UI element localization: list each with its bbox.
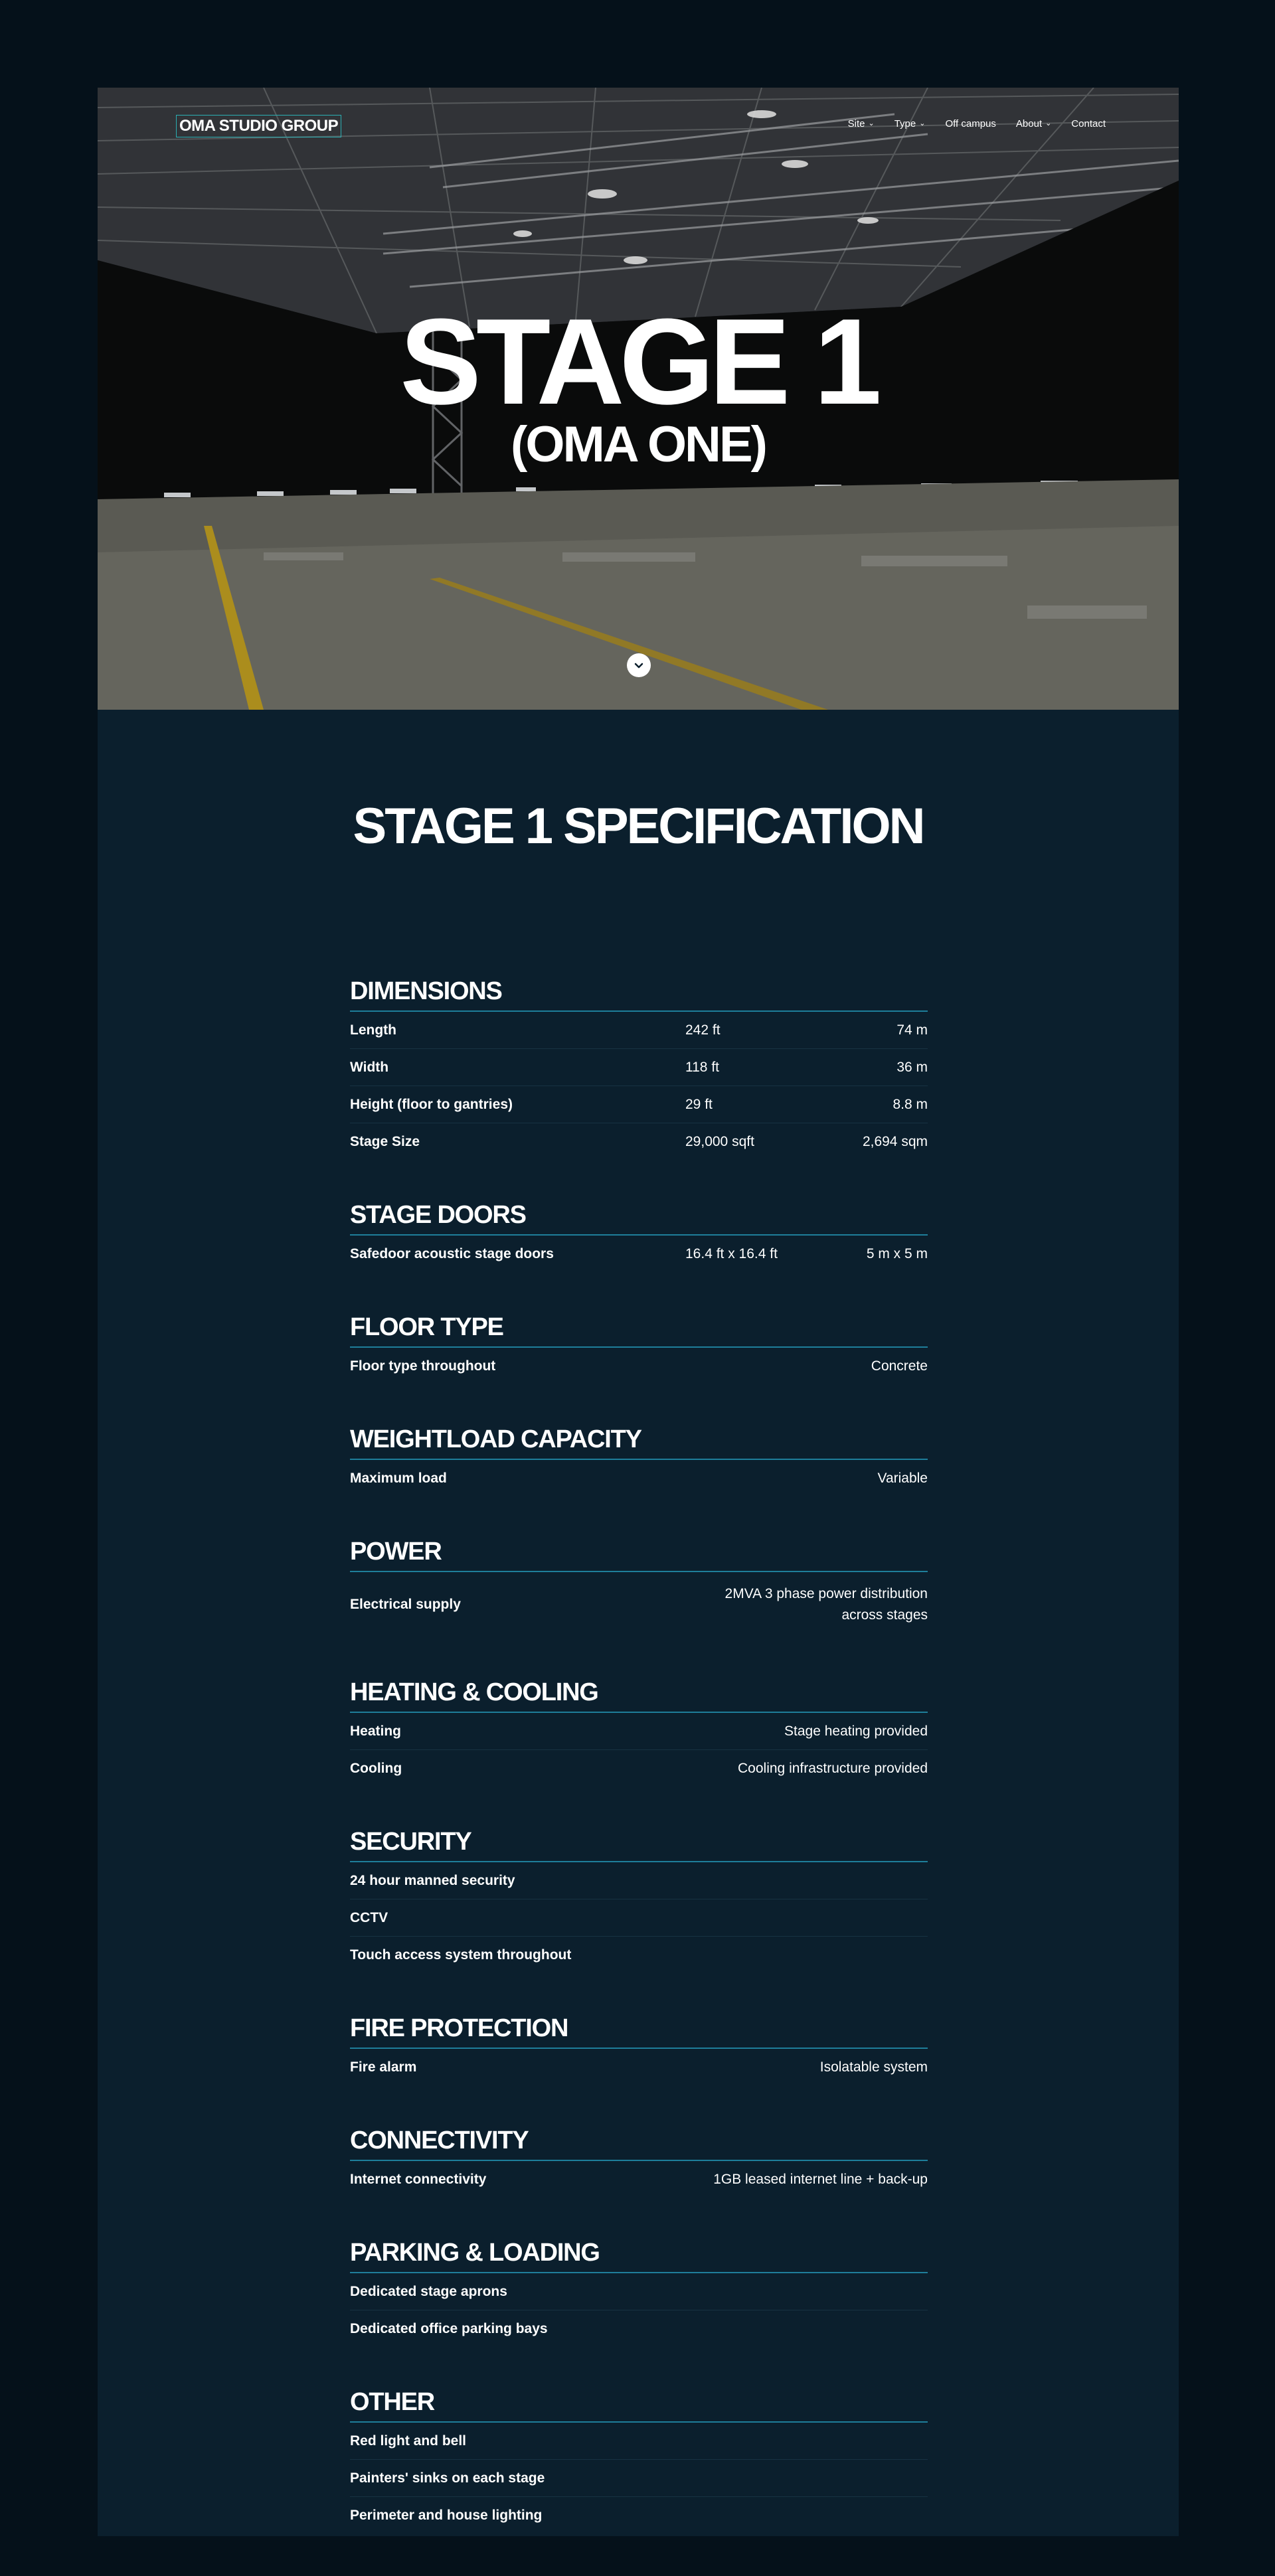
scroll-down-button[interactable]: [627, 653, 651, 677]
section-stage-doors: [350, 1202, 928, 1272]
section-heading: SECURITY: [350, 1829, 928, 1862]
spec-row: [350, 2423, 928, 2460]
spec-value: Variable: [877, 1470, 928, 1486]
nav-off-campus[interactable]: [945, 118, 995, 129]
spec-label: Height (floor to gantries): [350, 1096, 513, 1112]
spec-title: STAGE 1 SPECIFICATION: [353, 798, 924, 854]
nav-off-campus-label: Off campus: [945, 118, 996, 129]
spec-imperial: 29 ft: [685, 1096, 713, 1112]
section-heading: PARKING & LOADING: [350, 2240, 928, 2273]
nav-site-label: Site: [847, 118, 865, 129]
spec-label: Length: [350, 1022, 396, 1038]
spec-value: Cooling infrastructure provided: [738, 1760, 928, 1776]
spec-imperial: 242 ft: [685, 1022, 721, 1038]
spec-value: Isolatable system: [819, 2059, 928, 2075]
section-heading: STAGE DOORS: [350, 1202, 928, 1236]
nav-contact-label: Contact: [1071, 118, 1106, 129]
spec-label: Touch access system throughout: [350, 1947, 572, 1963]
nav-about-label: About: [1015, 118, 1043, 129]
spec-row: [350, 1460, 928, 1496]
spec-row: [350, 1937, 928, 1973]
spec-label: Fire alarm: [350, 2059, 417, 2075]
spec-value-line: 2MVA 3 phase power distribution: [724, 1586, 928, 1601]
site-logo[interactable]: OMA STUDIO GROUP: [176, 115, 341, 137]
spec-value: [685, 1583, 928, 1626]
spec-label: Maximum load: [350, 1470, 447, 1486]
spec-value: Concrete: [871, 1358, 928, 1374]
spec-row: [350, 1572, 928, 1637]
spec-label: CCTV: [350, 1909, 388, 1925]
chevron-down-icon: [634, 660, 644, 671]
spec-row: [350, 1713, 928, 1750]
section-floor-type: [350, 1315, 928, 1384]
spec-metric: 74 m: [896, 1022, 928, 1038]
hero-subtitle: (OMA ONE): [511, 416, 766, 473]
spec-row: [350, 1049, 928, 1086]
spec-row: [350, 2049, 928, 2085]
spec-label: Electrical supply: [350, 1597, 461, 1612]
main-nav: [848, 118, 1106, 129]
spec-label: Stage Size: [350, 1133, 420, 1149]
spec-row: [350, 1899, 928, 1937]
section-other: [350, 2389, 928, 2534]
section-fire-protection: [350, 2016, 928, 2085]
spec-metric: 2,694 sqm: [862, 1133, 928, 1149]
spec-label: Dedicated stage aprons: [350, 2283, 507, 2299]
spec-list: [350, 979, 928, 2576]
spec-row: [350, 1750, 928, 1787]
spec-label: Safedoor acoustic stage doors: [350, 1246, 554, 1261]
nav-type[interactable]: [894, 118, 926, 129]
section-security: [350, 1829, 928, 1973]
spec-label: Heating: [350, 1723, 402, 1739]
spec-metric: 5 m x 5 m: [866, 1246, 928, 1261]
nav-site[interactable]: [848, 118, 875, 129]
spec-imperial: 16.4 ft x 16.4 ft: [685, 1246, 778, 1261]
section-dimensions: [350, 979, 928, 1160]
nav-contact[interactable]: [1071, 118, 1106, 129]
spec-row: [350, 1236, 928, 1272]
nav-type-label: Type: [894, 118, 916, 129]
spec-value-line: across stages: [841, 1607, 928, 1623]
section-parking-loading: [350, 2240, 928, 2347]
section-heating-cooling: [350, 1680, 928, 1787]
hero-banner: [98, 88, 1179, 710]
spec-row: [350, 2460, 928, 2497]
spec-value: Stage heating provided: [784, 1723, 928, 1739]
spec-row: [350, 2497, 928, 2534]
spec-imperial: 118 ft: [685, 1059, 719, 1075]
chevron-down-icon: ⌄: [868, 120, 875, 127]
section-weightload: [350, 1427, 928, 1496]
section-heading: DIMENSIONS: [350, 979, 928, 1012]
section-heading: CONNECTIVITY: [350, 2128, 928, 2161]
spec-row: [350, 2310, 928, 2347]
spec-label: Width: [350, 1059, 389, 1075]
section-power: [350, 1539, 928, 1637]
section-heading: OTHER: [350, 2389, 928, 2423]
spec-row: [350, 1348, 928, 1384]
spec-metric: 36 m: [896, 1059, 928, 1075]
spec-label: Perimeter and house lighting: [350, 2507, 543, 2523]
spec-row: [350, 2161, 928, 2198]
spec-imperial: 29,000 sqft: [685, 1133, 754, 1149]
spec-row: [350, 1086, 928, 1123]
spec-value: 1GB leased internet line + back-up: [713, 2171, 928, 2187]
spec-row: [350, 2273, 928, 2310]
hero-title: STAGE 1: [400, 293, 877, 430]
spec-row: [350, 1123, 928, 1160]
spec-label: Cooling: [350, 1760, 402, 1776]
spec-label: Floor type throughout: [350, 1358, 496, 1374]
section-heading: WEIGHTLOAD CAPACITY: [350, 1427, 928, 1460]
chevron-down-icon: ⌄: [1045, 120, 1052, 127]
section-connectivity: [350, 2128, 928, 2198]
chevron-down-icon: ⌄: [919, 120, 926, 127]
page-container: [98, 88, 1179, 2536]
spec-label: Internet connectivity: [350, 2171, 487, 2187]
section-heading: FIRE PROTECTION: [350, 2016, 928, 2049]
spec-label: Red light and bell: [350, 2433, 467, 2449]
nav-about[interactable]: [1016, 118, 1051, 129]
spec-label: Painters' sinks on each stage: [350, 2470, 545, 2486]
spec-row: [350, 1012, 928, 1049]
spec-label: Dedicated office parking bays: [350, 2320, 548, 2336]
spec-metric: 8.8 m: [892, 1096, 928, 1112]
spec-row: [350, 1862, 928, 1899]
section-heading: HEATING & COOLING: [350, 1680, 928, 1713]
spec-label: 24 hour manned security: [350, 1872, 515, 1888]
section-heading: FLOOR TYPE: [350, 1315, 928, 1348]
section-heading: POWER: [350, 1539, 928, 1572]
